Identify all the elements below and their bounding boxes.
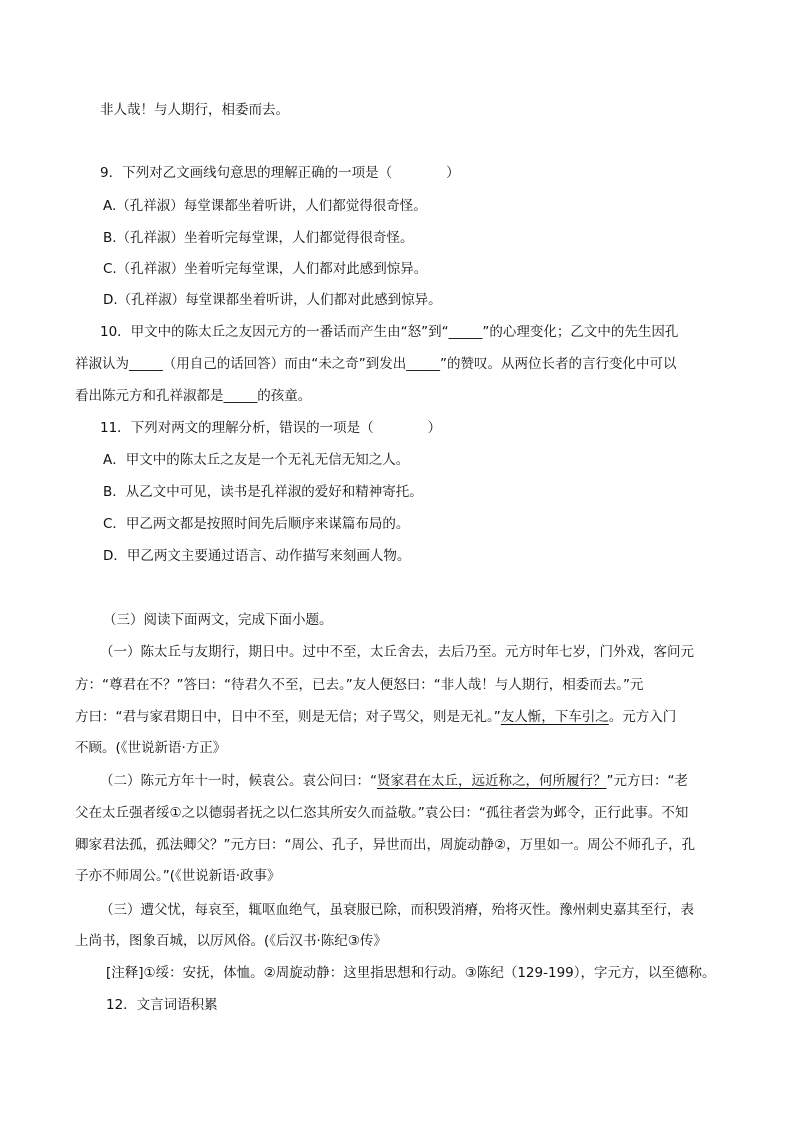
q9-option-b: B.（孔祥淑）坐着听完每堂课，人们都觉得很奇怪。 (103, 230, 414, 246)
q12-heading: 12．文言词语积累 (106, 997, 218, 1013)
passage-2-line-4: 子亦不师周公。”(《世说新语·政事》 (75, 868, 281, 884)
q11-option-d: D．甲乙两文主要通过语言、动作描写来刻画人物。 (103, 548, 411, 564)
q11-option-c: C．甲乙两文都是按照时间先后顺序来谋篇布局的。 (103, 516, 410, 532)
q9-option-c: C.（孔祥淑）坐着听完每堂课，人们都对此感到惊异。 (103, 261, 428, 277)
passage-2-line-3: 卿家君法孤，孤法卿父？”元方曰：“周公、孔子，异世而出，周旋动静②，万里如一。周公不师孔子，孔 (75, 837, 696, 853)
section-3-heading: （三）阅读下面两文，完成下面小题。 (103, 612, 333, 628)
q9-option-a: A.（孔祥淑）每堂课都坐着听讲，人们都觉得很奇怪。 (103, 198, 427, 214)
q11-option-a: A．甲文中的陈太丘之友是一个无礼无信无知之人。 (103, 452, 410, 468)
q10-line-3: 看出陈元方和孔祥淑都是_____的孩童。 (75, 388, 312, 404)
q9-option-d: D.（孔祥淑）每堂课都坐着听讲，人们都对此感到惊异。 (103, 292, 442, 308)
passage-1-line-3: 方曰：“君与家君期日中，日中不至，则是无信；对子骂父，则是无礼。”友人惭，下车引之。元方入门 (75, 709, 677, 725)
annotation-note: [注释]①绥：安抚，体恤。②周旋动静：这里指思想和行动。③陈纪（129-199），字元方，以至德称。 (106, 965, 716, 981)
q10-line-1: 10．甲文中的陈太丘之友因元方的一番话而产生由“怒”到“_____”的心理变化；乙文中的先生因孔 (100, 324, 679, 340)
passage-2-line-2: 父在太丘强者绥①之以德弱者抚之以仁恣其所安久而益敬。”袁公曰：“孤往者尝为邺令，正行此事。不知 (75, 805, 689, 821)
q9-stem: 9．下列对乙文画线句意思的理解正确的一项是（ ） (100, 165, 460, 181)
underlined-sentence: 贤家君在太丘，远近称之，何所履行？ (377, 773, 607, 789)
passage-2-line-1: （二）陈元方年十一时，候袁公。袁公问曰：“贤家君在太丘，远近称之，何所履行？”元方曰：“老 (100, 773, 688, 789)
passage-3-line-2: 上尚书，图象百城，以厉风俗。(《后汉书·陈纪③传》 (75, 933, 387, 949)
top-line: 非人哉！与人期行，相委而去。 (100, 102, 289, 118)
underlined-sentence: 友人惭，下车引之 (500, 709, 609, 725)
q10-line-2: 祥淑认为_____（用自己的话回答）而由“未之奇”到发出_____”的赞叹。从两位长者的言行变化中可以 (75, 356, 677, 372)
passage-3-line-1: （三）遭父忧，每哀至，辄呕血绝气，虽衰服已除，而积毁消瘠，殆将灭性。豫州刺史嘉其至行，表 (100, 902, 694, 918)
passage-1-line-4: 不顾。(《世说新语·方正》 (75, 740, 227, 756)
passage-1-line-1: （一）陈太丘与友期行，期日中。过中不至，太丘舍去，去后乃至。元方时年七岁，门外戏，客问元 (100, 644, 694, 660)
passage-1-line-2: 方：“尊君在不？”答曰：“待君久不至，已去。”友人便怒曰：“非人哉！与人期行，相委而去。”元 (75, 677, 644, 693)
q11-stem: 11．下列对两文的理解分析，错误的一项是（ ） (100, 420, 442, 436)
q11-option-b: B．从乙文中可见，读书是孔祥淑的爱好和精神寄托。 (103, 484, 423, 500)
